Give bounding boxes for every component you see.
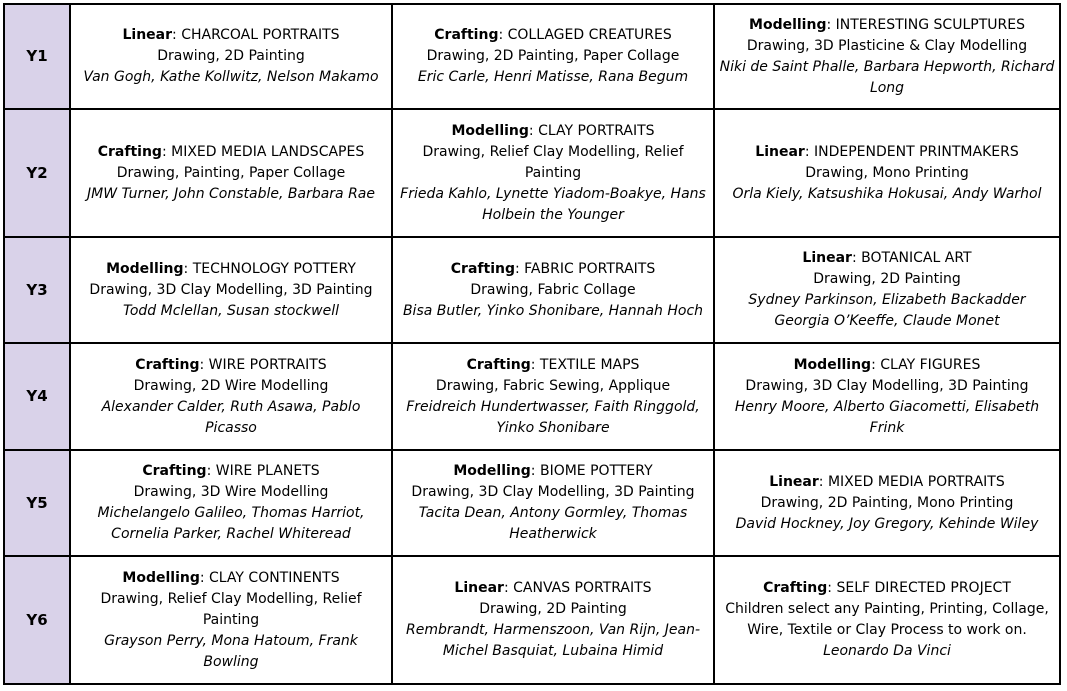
unit-cell [70,450,392,556]
unit-title: : BOTANICAL ART [851,250,972,266]
unit-cell [392,109,714,237]
unit-type: Crafting [466,356,531,373]
unit-heading [397,25,709,46]
unit-heading [75,25,387,46]
unit-cell [70,343,392,450]
unit-heading [75,259,387,280]
unit-media: Drawing, Relief Clay Modelling, Relief Painting [100,590,362,628]
unit-artists: Rembrandt, Harmenszoon, Van Rijn, Jean-Michel Basquiat, Lubaina Himid [406,622,700,659]
unit-media: Drawing, Mono Printing [805,164,969,181]
unit-cell [714,237,1060,343]
unit-title: : MIXED MEDIA LANDSCAPES [161,143,365,160]
unit-artists: Todd Mclellan, Susan stockwell [123,302,339,319]
unit-artists: JMW Turner, John Constable, Barbara Rae [87,185,375,202]
unit-heading [719,472,1055,493]
unit-media: Children select any Painting, Printing, Collage, Wire, Textile or Clay Process to work on. [725,601,1049,638]
table-row [4,343,1060,450]
unit-media: Drawing, 3D Plasticine & Clay Modelling [746,37,1028,54]
unit-title: : SELF DIRECTED PROJECT [827,580,1011,596]
unit-heading [719,142,1055,163]
unit-heading [75,142,387,163]
unit-title: : WIRE PORTRAITS [199,356,327,373]
unit-title: : CLAY CONTINENTS [199,569,340,586]
unit-media: Drawing, Fabric Collage [470,281,636,298]
unit-type: Linear [122,27,173,43]
unit-heading [719,248,1055,269]
unit-cell [392,556,714,684]
unit-media: Drawing, Relief Clay Modelling, Relief Painting [422,143,684,181]
unit-title: : CLAY FIGURES [871,356,981,373]
unit-artists: Leonardo Da Vinci [823,643,951,659]
unit-title: : CHARCOAL PORTRAITS [172,27,340,43]
unit-heading [397,355,709,376]
year-cell: Y5 [4,450,70,556]
unit-cell [392,450,714,556]
unit-type: Crafting [142,463,207,479]
unit-artists: Freidreich Hundertwasser, Faith Ringgold, Yinko Shonibare [406,398,700,436]
unit-heading [75,461,387,482]
unit-type: Modelling [793,356,872,373]
unit-heading [75,355,387,376]
unit-cell [714,4,1060,109]
unit-heading [397,121,709,142]
unit-title: : INDEPENDENT PRINTMAKERS [804,143,1019,160]
unit-cell [714,343,1060,450]
year-cell: Y4 [4,343,70,450]
unit-artists: Bisa Butler, Yinko Shonibare, Hannah Hoch [402,302,704,319]
unit-heading [397,578,709,599]
unit-title: : CANVAS PORTRAITS [503,580,652,596]
unit-type: Linear [454,580,504,596]
year-cell: Y3 [4,237,70,343]
unit-media: Drawing, 3D Wire Modelling [133,484,329,500]
unit-cell [70,4,392,109]
table-row [4,556,1060,684]
unit-title: : WIRE PLANETS [206,463,320,479]
unit-type: Linear [769,473,819,490]
table-row [4,237,1060,343]
unit-media: Drawing, 3D Clay Modelling, 3D Painting [89,281,373,298]
unit-heading [719,15,1055,36]
unit-cell [714,556,1060,684]
curriculum-table-body [4,4,1060,684]
unit-media: Drawing, 3D Clay Modelling, 3D Painting [411,484,695,500]
unit-title: : COLLAGED CREATURES [498,27,672,43]
unit-media: Drawing, 2D Painting [479,601,627,617]
unit-title: : MIXED MEDIA PORTRAITS [818,473,1005,490]
unit-media: Drawing, 3D Clay Modelling, 3D Painting [745,377,1029,394]
unit-heading [397,259,709,280]
unit-type: Crafting [97,143,162,160]
unit-cell [70,237,392,343]
unit-artists: Sydney Parkinson, Elizabeth Backadder Georgia O’Keeffe, Claude Monet [748,292,1026,329]
year-cell: Y2 [4,109,70,237]
unit-media: Drawing, Painting, Paper Collage [116,164,346,181]
unit-title: : CLAY PORTRAITS [528,122,655,139]
unit-title: : INTERESTING SCULPTURES [826,16,1025,33]
unit-artists: Van Gogh, Kathe Kollwitz, Nelson Makamo [83,69,379,85]
unit-type: Modelling [106,260,184,277]
unit-cell [392,343,714,450]
unit-cell [392,237,714,343]
year-cell: Y1 [4,4,70,109]
unit-title: : TEXTILE MAPS [530,356,640,373]
unit-heading [719,578,1055,599]
unit-title: : FABRIC PORTRAITS [514,260,656,277]
unit-cell [714,109,1060,237]
unit-cell [392,4,714,109]
unit-title: : BIOME POTTERY [530,463,653,479]
unit-heading [397,461,709,482]
unit-type: Modelling [451,122,529,139]
unit-type: Crafting [450,260,515,277]
unit-artists: Grayson Perry, Mona Hatoum, Frank Bowling [104,632,358,670]
unit-media: Drawing, 2D Painting [157,48,305,64]
unit-artists: David Hockney, Joy Gregory, Kehinde Wiley [735,515,1039,532]
unit-media: Drawing, Fabric Sewing, Applique [435,377,671,394]
unit-heading [75,568,387,589]
unit-cell [70,556,392,684]
unit-type: Linear [755,143,805,160]
unit-type: Modelling [749,16,827,33]
table-row [4,109,1060,237]
curriculum-table-wrapper [3,3,1061,685]
unit-type: Modelling [122,569,200,586]
unit-artists: Frieda Kahlo, Lynette Yiadom-Boakye, Hans Holbein the Younger [400,185,706,223]
unit-artists: Alexander Calder, Ruth Asawa, Pablo Picasso [101,398,361,436]
year-cell: Y6 [4,556,70,684]
table-row [4,4,1060,109]
unit-cell [714,450,1060,556]
unit-type: Crafting [135,356,200,373]
unit-artists: Michelangelo Galileo, Thomas Harriot, Cornelia Parker, Rachel Whiteread [97,505,365,542]
unit-media: Drawing, 2D Painting, Mono Printing [760,494,1014,511]
unit-artists: Eric Carle, Henri Matisse, Rana Begum [417,69,689,85]
unit-artists: Tacita Dean, Antony Gormley, Thomas Heatherwick [418,505,688,542]
unit-type: Crafting [434,27,499,43]
unit-artists: Niki de Saint Phalle, Barbara Hepworth, Richard Long [719,58,1055,96]
unit-heading [719,355,1055,376]
unit-media: Drawing, 2D Wire Modelling [133,377,329,394]
unit-type: Modelling [453,463,531,479]
unit-cell [70,109,392,237]
art-curriculum-table [3,3,1061,685]
unit-artists: Henry Moore, Alberto Giacometti, Elisabeth Frink [734,398,1040,436]
table-row [4,450,1060,556]
unit-artists: Orla Kiely, Katsushika Hokusai, Andy Warhol [732,185,1042,202]
unit-media: Drawing, 2D Painting [813,271,961,287]
unit-title: : TECHNOLOGY POTTERY [183,260,356,277]
unit-type: Crafting [763,580,828,596]
unit-type: Linear [802,250,852,266]
unit-media: Drawing, 2D Painting, Paper Collage [426,48,680,64]
